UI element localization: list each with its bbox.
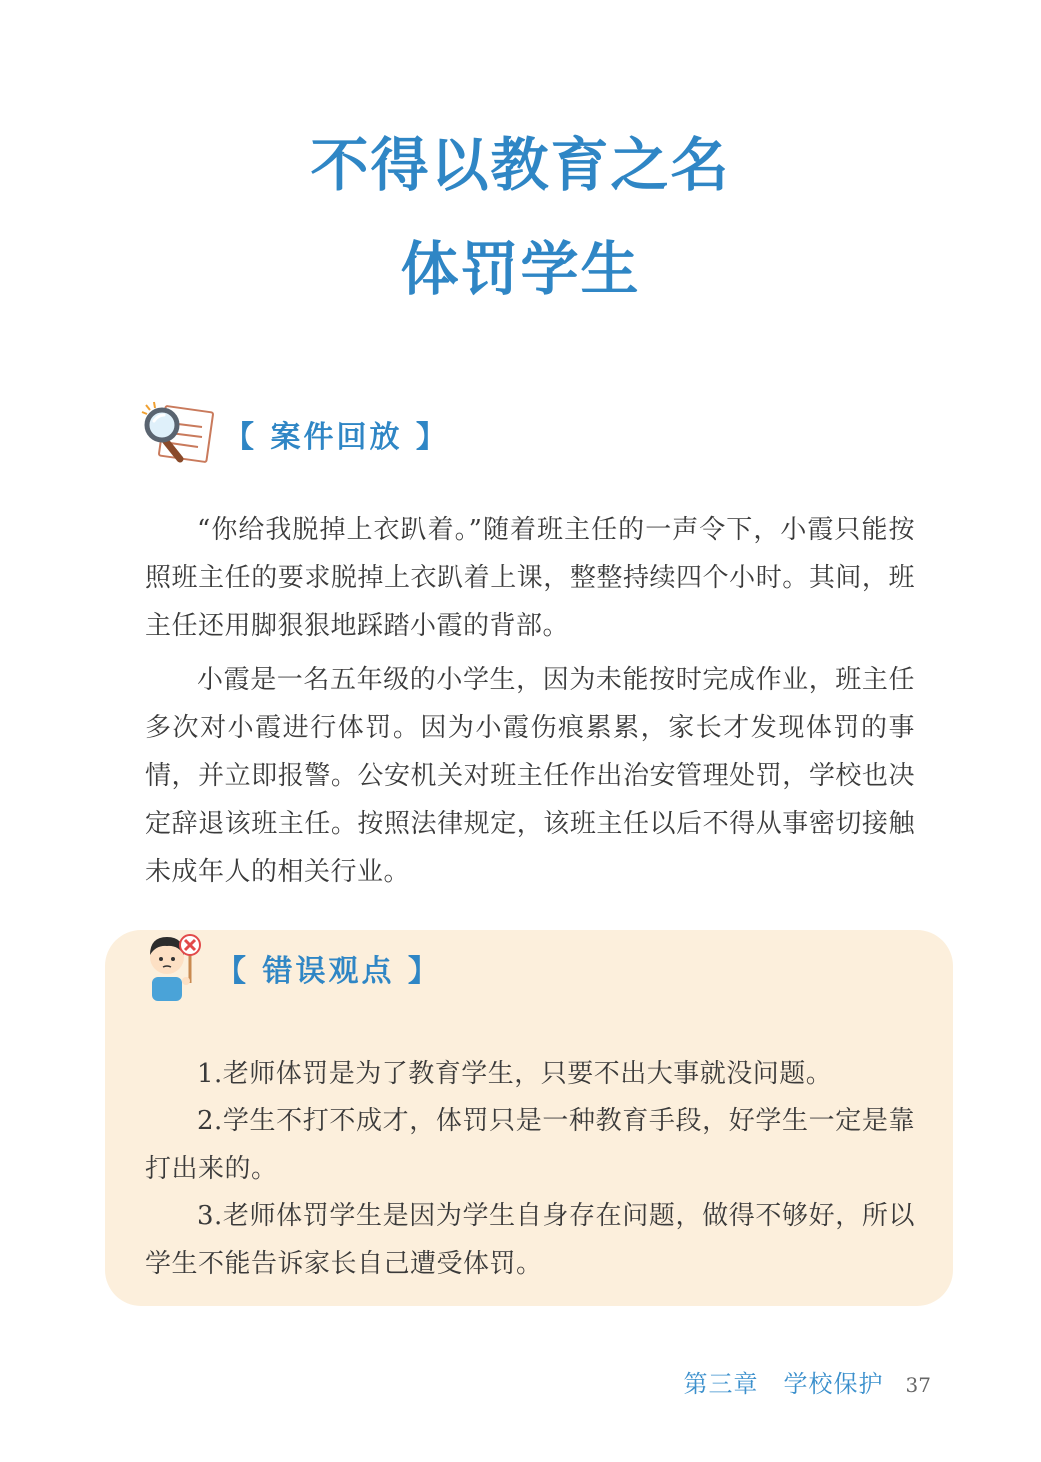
case-review-header xyxy=(140,404,449,464)
wrong-view-item-3: 3.老师体罚学生是因为学生自身存在问题，做得不够好，所以学生不能告诉家长自己遭受体罚。 xyxy=(145,1201,915,1279)
page-title-line-2: 体罚学生 xyxy=(400,235,641,303)
boy-with-x-sign-icon xyxy=(138,927,208,1009)
case-paragraph-2: 小霞是一名五年级的小学生，因为未能按时完成作业，班主任多次对小霞进行体罚。因为小霞伤痕累累，家长才发现体罚的事情，并立即报警。公安机关对班主任作出治安管理处罚，学校也决定辞退该班主任。按照法律规定，该班主任以后不得从事密切接触未成年人的相关行业。 xyxy=(145,665,915,887)
page-number: 37 xyxy=(905,1373,931,1397)
case-review-label: 【 案件回放 】 xyxy=(224,420,449,455)
wrong-views-header xyxy=(138,938,441,998)
chapter-label: 第三章 学校保护 xyxy=(683,1370,884,1398)
magnifier-document-icon xyxy=(140,401,216,467)
page-footer xyxy=(684,1364,931,1399)
wrong-views-label: 【 错误观点 】 xyxy=(216,954,441,989)
case-paragraph-1: “你给我脱掉上衣趴着。”随着班主任的一声令下，小霞只能按照班主任的要求脱掉上衣趴着上课，整整持续四个小时。其间，班主任还用脚狠狠地踩踏小霞的背部。 xyxy=(145,515,915,641)
wrong-view-item-2: 2.学生不打不成才，体罚只是一种教育手段，好学生一定是靠打出来的。 xyxy=(145,1106,915,1184)
page-title-line-1: 不得以教育之名 xyxy=(310,131,731,199)
wrong-view-item-1: 1.老师体罚是为了教育学生，只要不出大事就没问题。 xyxy=(197,1059,833,1089)
